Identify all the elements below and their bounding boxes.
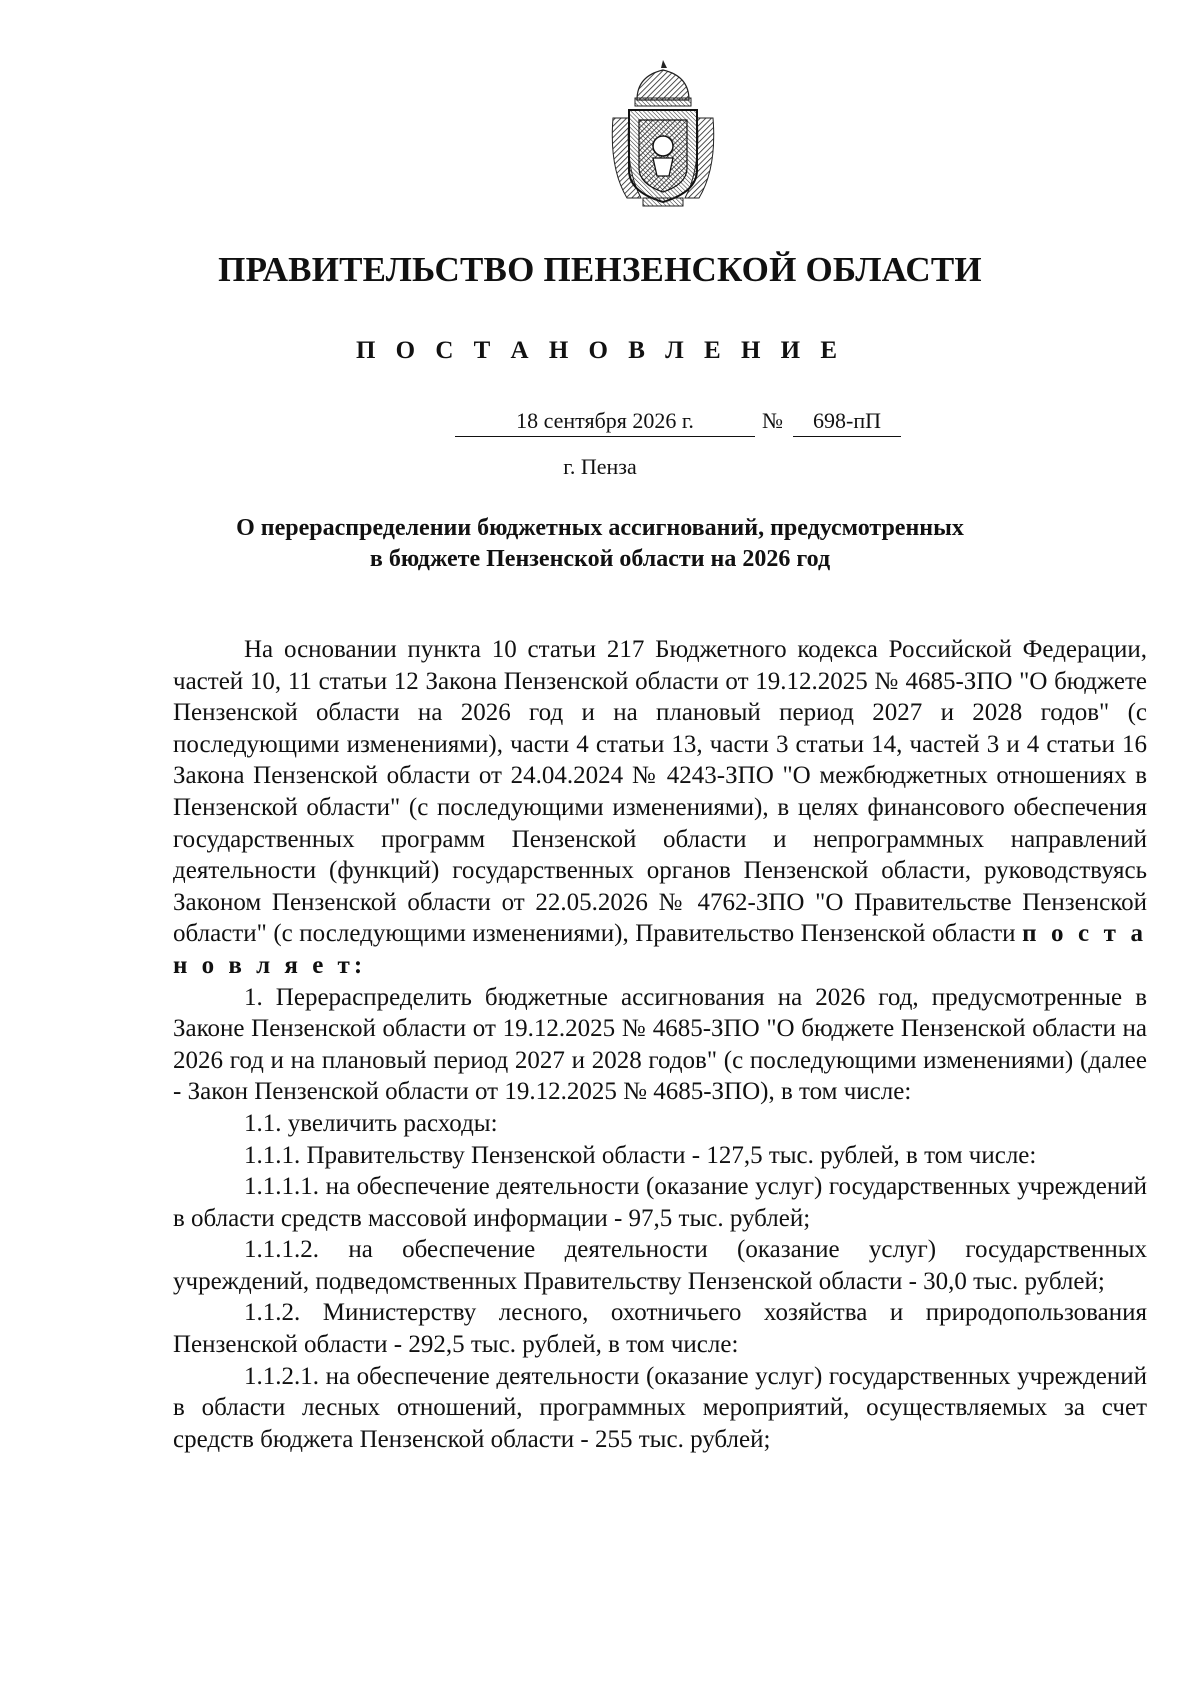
number-sign: № — [762, 408, 783, 433]
subject-line-1: О перераспределении бюджетных ассигнований, предусмотренных — [236, 515, 964, 541]
clause-1: 1. Перераспределить бюджетные ассигнования на 2026 год, предусмотренные в Законе Пензенской области от 19.12.2025 № 4685-ЗПО "О бюджете Пензенской области на 2026 год и на плановый период 2027 и 2028 годов" (с последующими изменениями) (далее - Закон Пензенской области от 19.12.2025 № 4685-ЗПО), в том числе: — [173, 983, 1147, 1106]
document-body — [173, 634, 1147, 1455]
preamble-paragraph — [173, 634, 1147, 982]
clause-1-1-1-1: 1.1.1.1. на обеспечение деятельности (оказание услуг) государственных учреждений в области средств массовой информации - 97,5 тыс. рублей; — [173, 1173, 1147, 1232]
clause-1-1: 1.1. увеличить расходы: — [244, 1109, 498, 1137]
clause-1-1-1-2: 1.1.1.2. на обеспечение деятельности (оказание услуг) государственных учреждений, подведомственных Правительству Пензенской области - 30,0 тыс. рублей; — [173, 1236, 1147, 1295]
government-name-heading: ПРАВИТЕЛЬСТВО ПЕНЗЕНСКОЙ ОБЛАСТИ — [218, 250, 982, 289]
clause-1-1-2: 1.1.2. Министерству лесного, охотничьего хозяйства и природопользования Пензенской области - 292,5 тыс. рублей, в том числе: — [173, 1299, 1147, 1359]
clause-1-1-2-1: 1.1.2.1. на обеспечение деятельности (оказание услуг) государственных учреждений в области лесных отношений, программных мероприятий, осуществляемых за счет средств бюджета Пензенской области - 255 тыс. рублей; — [173, 1362, 1147, 1453]
decree-word: п о с т а н о в л я е т: — [173, 920, 1148, 979]
document-type-heading: П О С Т А Н О В Л Е Н И Е — [355, 337, 845, 364]
document-subject — [150, 513, 1050, 575]
coat-of-arms-emblem — [607, 58, 719, 208]
document-city: г. Пенза — [563, 454, 637, 479]
document-number: 698-пП — [793, 406, 901, 437]
document-date: 18 сентября 2026 г. — [455, 406, 755, 437]
subject-line-2: в бюджете Пензенской области на 2026 год — [369, 546, 831, 572]
clause-1-1-1: 1.1.1. Правительству Пензенской области - 127,5 тыс. рублей, в том числе: — [244, 1141, 1037, 1169]
preamble-text: На основании пункта 10 статьи 217 Бюджетного кодекса Российской Федерации, частей 10, 11 статьи 12 Закона Пензенской области от 19.12.2025 № 4685-ЗПО "О бюджете Пензенской области на 2026 год и на плановый период 2027 и 2028 годов" (с последующими изменениями), части 4 статьи 13, части 3 статьи 14, частей 3 и 4 статьи 16 Закона Пензенской области от 24.04.2024 № 4243-ЗПО "О межбюджетных отношениях в Пензенской области" (с последующими изменениями), в целях финансового обеспечения государственных программ Пензенской области и непрограммных направлений деятельности (функций) государственных органов Пензенской области, руководствуясь Законом Пензенской области от 22.05.2026 № 4762-ЗПО "О Правительстве Пензенской области" (с последующими изменениями), Правительство Пензенской области — [173, 636, 1147, 948]
